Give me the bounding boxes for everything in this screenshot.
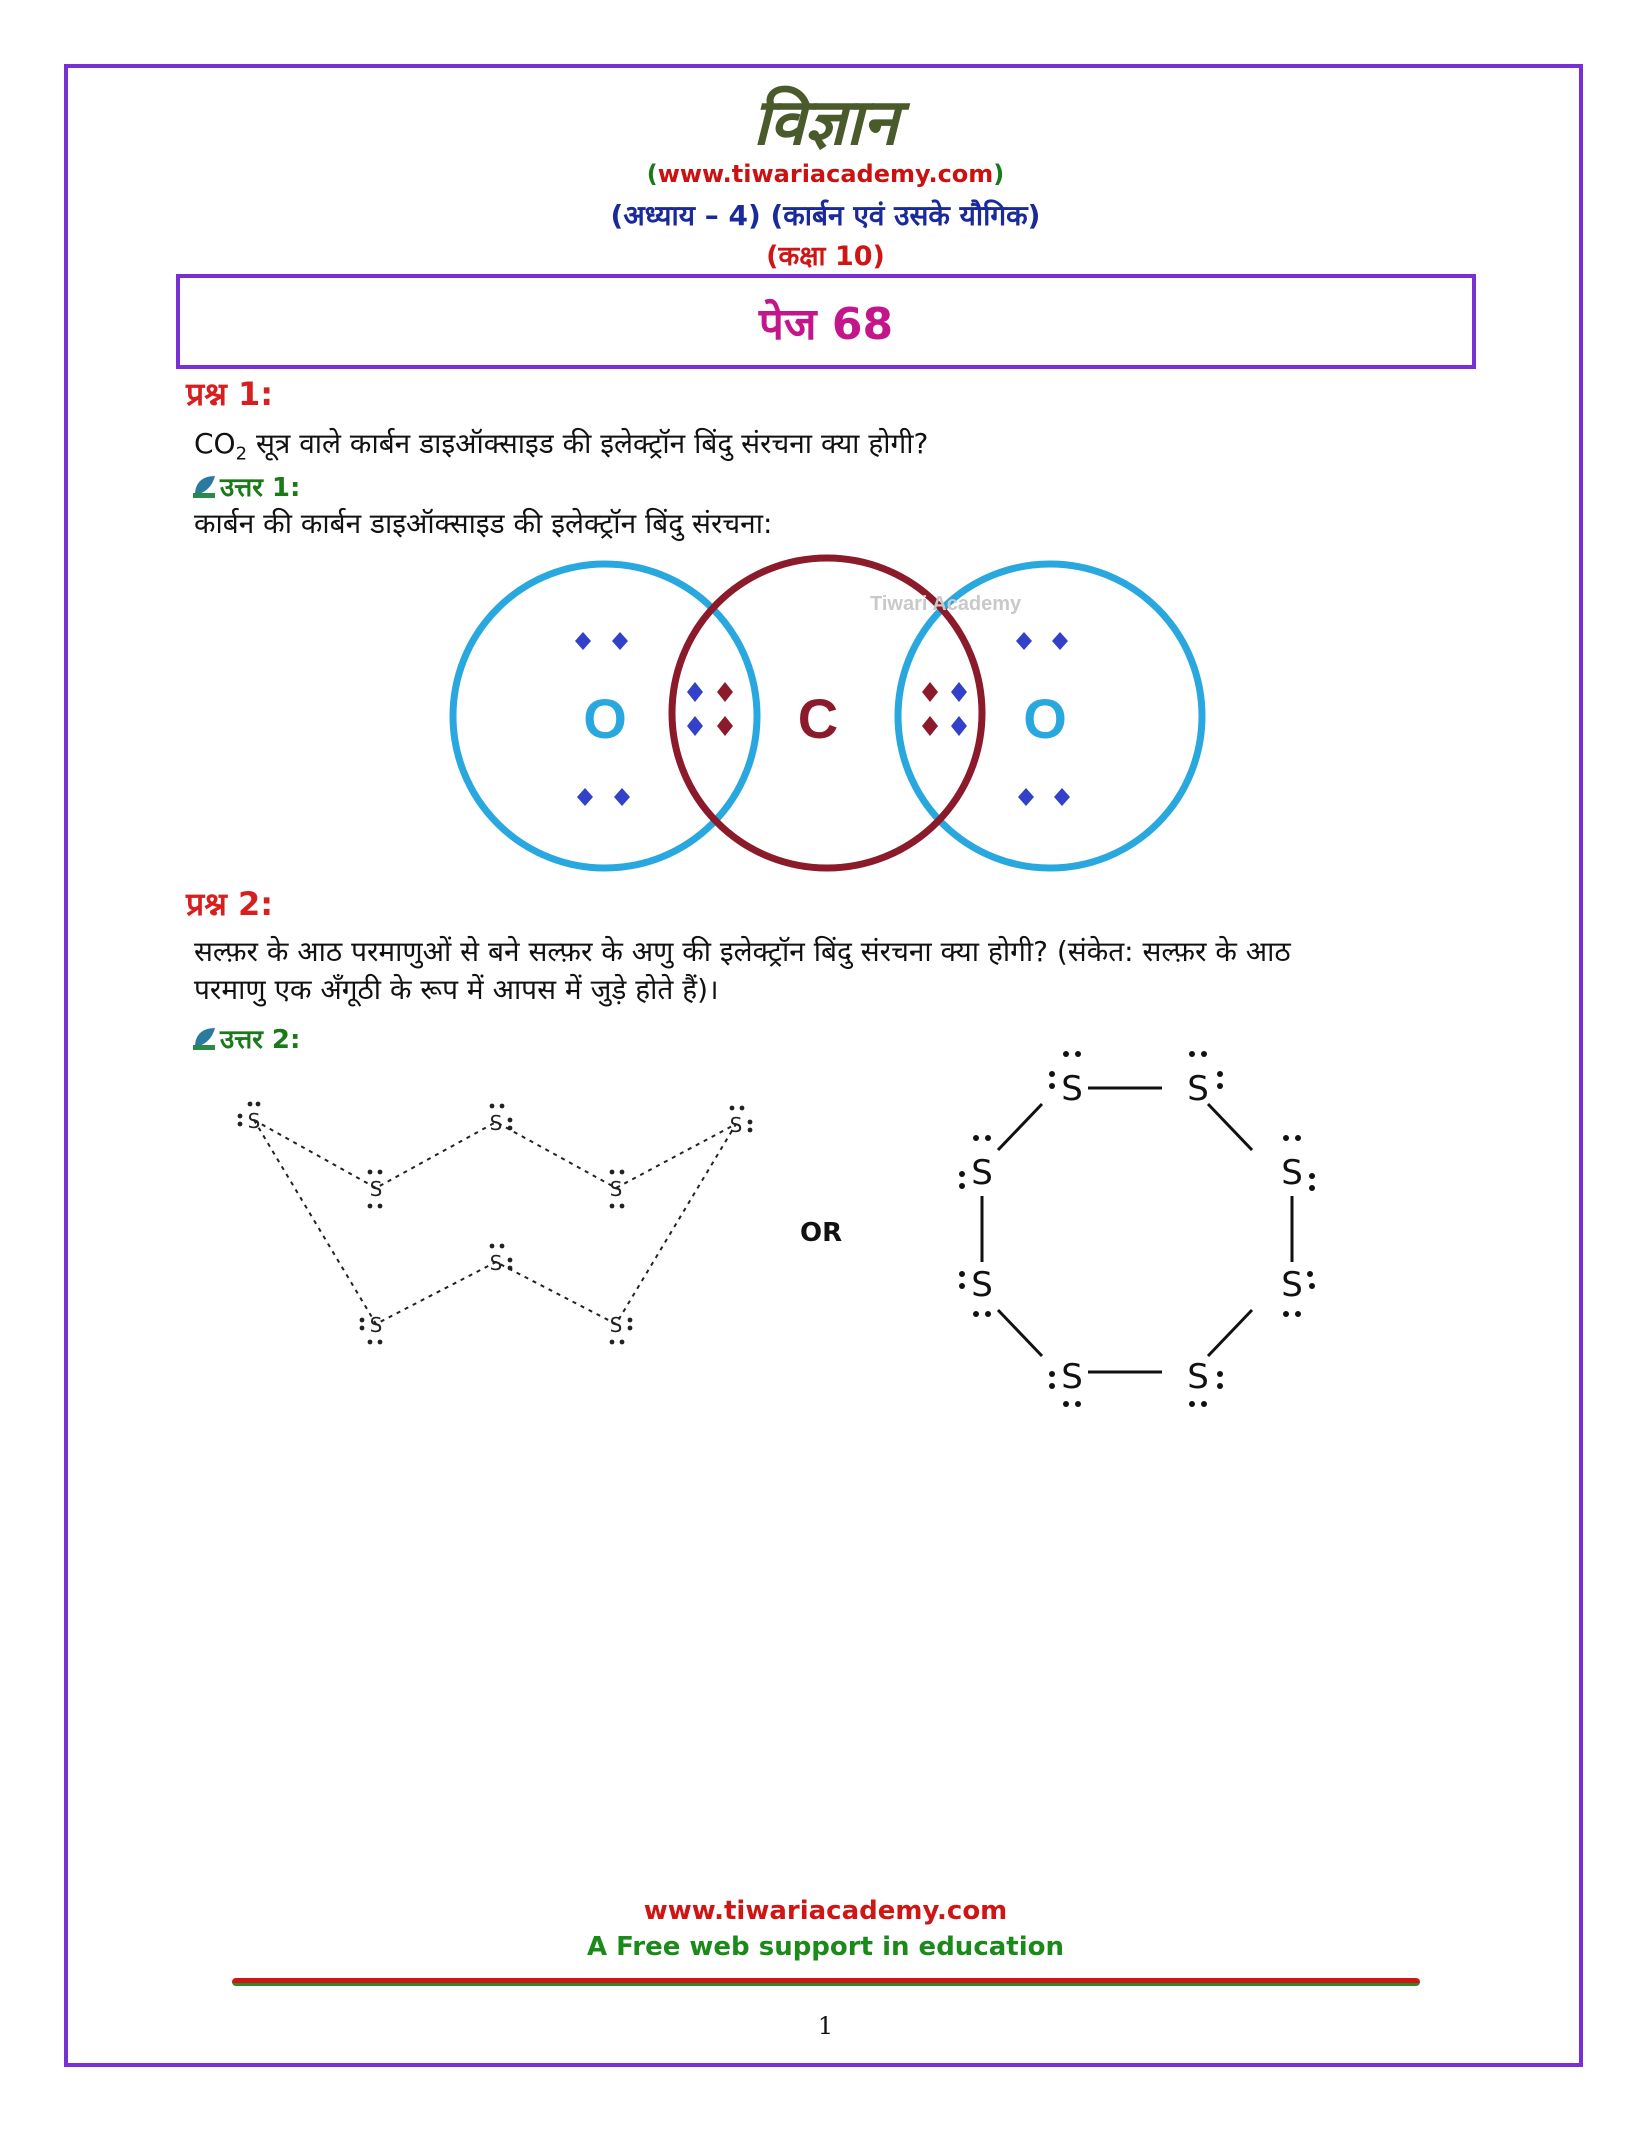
watermark: Tiwari Academy — [870, 593, 1022, 615]
question-1-rest: सूत्र वाले कार्बन डाइऑक्साइड की इलेक्ट्रॉन बिंदु संरचना क्या होगी? — [247, 427, 929, 460]
ring-s-atom-1: S — [1061, 1069, 1083, 1109]
oxygen-left-label: O — [583, 687, 627, 750]
chapter-title: (अध्याय – 4) (कार्बन एवं उसके यौगिक) — [610, 199, 1041, 232]
s8-ring-structure — [930, 1040, 1350, 1440]
right-shared-electrons — [922, 682, 967, 736]
question-1-subscript: 2 — [235, 443, 248, 465]
page-number-box — [176, 274, 1476, 369]
ring-s-atom-8: S — [971, 1153, 993, 1193]
question-1-heading: प्रश्न 1: — [186, 375, 274, 413]
s-atom-8: S — [609, 1313, 623, 1337]
class-label: (कक्षा 10) — [766, 241, 885, 272]
answer-1-text: कार्बन की कार्बन डाइऑक्साइड की इलेक्ट्रॉन बिंदु संरचना: — [194, 507, 773, 540]
s-atom-1: S — [247, 1109, 261, 1133]
ring-s-atom-2: S — [1187, 1069, 1209, 1109]
ring-s-atom-5: S — [1187, 1357, 1209, 1397]
subject-title: विज्ञान — [752, 86, 899, 160]
s-atom-5: S — [729, 1113, 743, 1137]
footer-tagline: A Free web support in education — [586, 1932, 1064, 1962]
ring-s-atom-3: S — [1281, 1153, 1303, 1193]
question-1-co: CO — [194, 427, 236, 460]
ring-s-atom-4: S — [1281, 1265, 1303, 1305]
leaf-icon — [192, 473, 218, 499]
question-2-line-2: परमाणु एक अँगूठी के रूप में आपस में जुड़े होते हैं)। — [194, 973, 719, 1006]
s-atom-2: S — [369, 1177, 383, 1201]
ring-s-atom-6: S — [1061, 1357, 1083, 1397]
header-website: (www.tiwariacademy.com) — [646, 160, 1005, 188]
s-atom-6: S — [369, 1313, 383, 1337]
answer-1-label: उत्तर 1: — [220, 473, 301, 503]
s-atom-4: S — [609, 1177, 623, 1201]
or-label: OR — [800, 1218, 843, 1248]
answer-2-label: उत्तर 2: — [220, 1025, 301, 1055]
question-2-heading: प्रश्न 2: — [186, 885, 274, 923]
oxygen-right-label: O — [1023, 687, 1067, 750]
answer-2-heading — [192, 1020, 300, 1056]
s-atom-7: S — [489, 1251, 503, 1275]
s8-crown-structure — [220, 1080, 780, 1360]
s-atom-3: S — [489, 1111, 503, 1135]
footer-website[interactable]: www.tiwariacademy.com — [643, 1896, 1008, 1926]
footer-divider — [232, 1978, 1420, 1986]
page-label: पेज 68 — [758, 299, 894, 350]
leaf-icon — [192, 1025, 218, 1051]
carbon-label: C — [797, 687, 839, 750]
question-2-line-1: सल्फ़र के आठ परमाणुओं से बने सल्फ़र के अणु की इलेक्ट्रॉन बिंदु संरचना क्या होगी? (संकेत: सल्फ़र के आठ — [194, 935, 1291, 968]
left-shared-electrons — [687, 682, 733, 736]
question-1-text — [194, 424, 928, 475]
ring-s-atom-7: S — [971, 1265, 993, 1305]
answer-1-heading — [192, 468, 300, 504]
page-number: 1 — [817, 2012, 834, 2040]
ring-lone-pairs — [959, 1051, 1315, 1407]
header-website-text[interactable]: www.tiwariacademy.com — [657, 160, 994, 188]
co2-electron-dot-diagram — [440, 548, 1220, 878]
